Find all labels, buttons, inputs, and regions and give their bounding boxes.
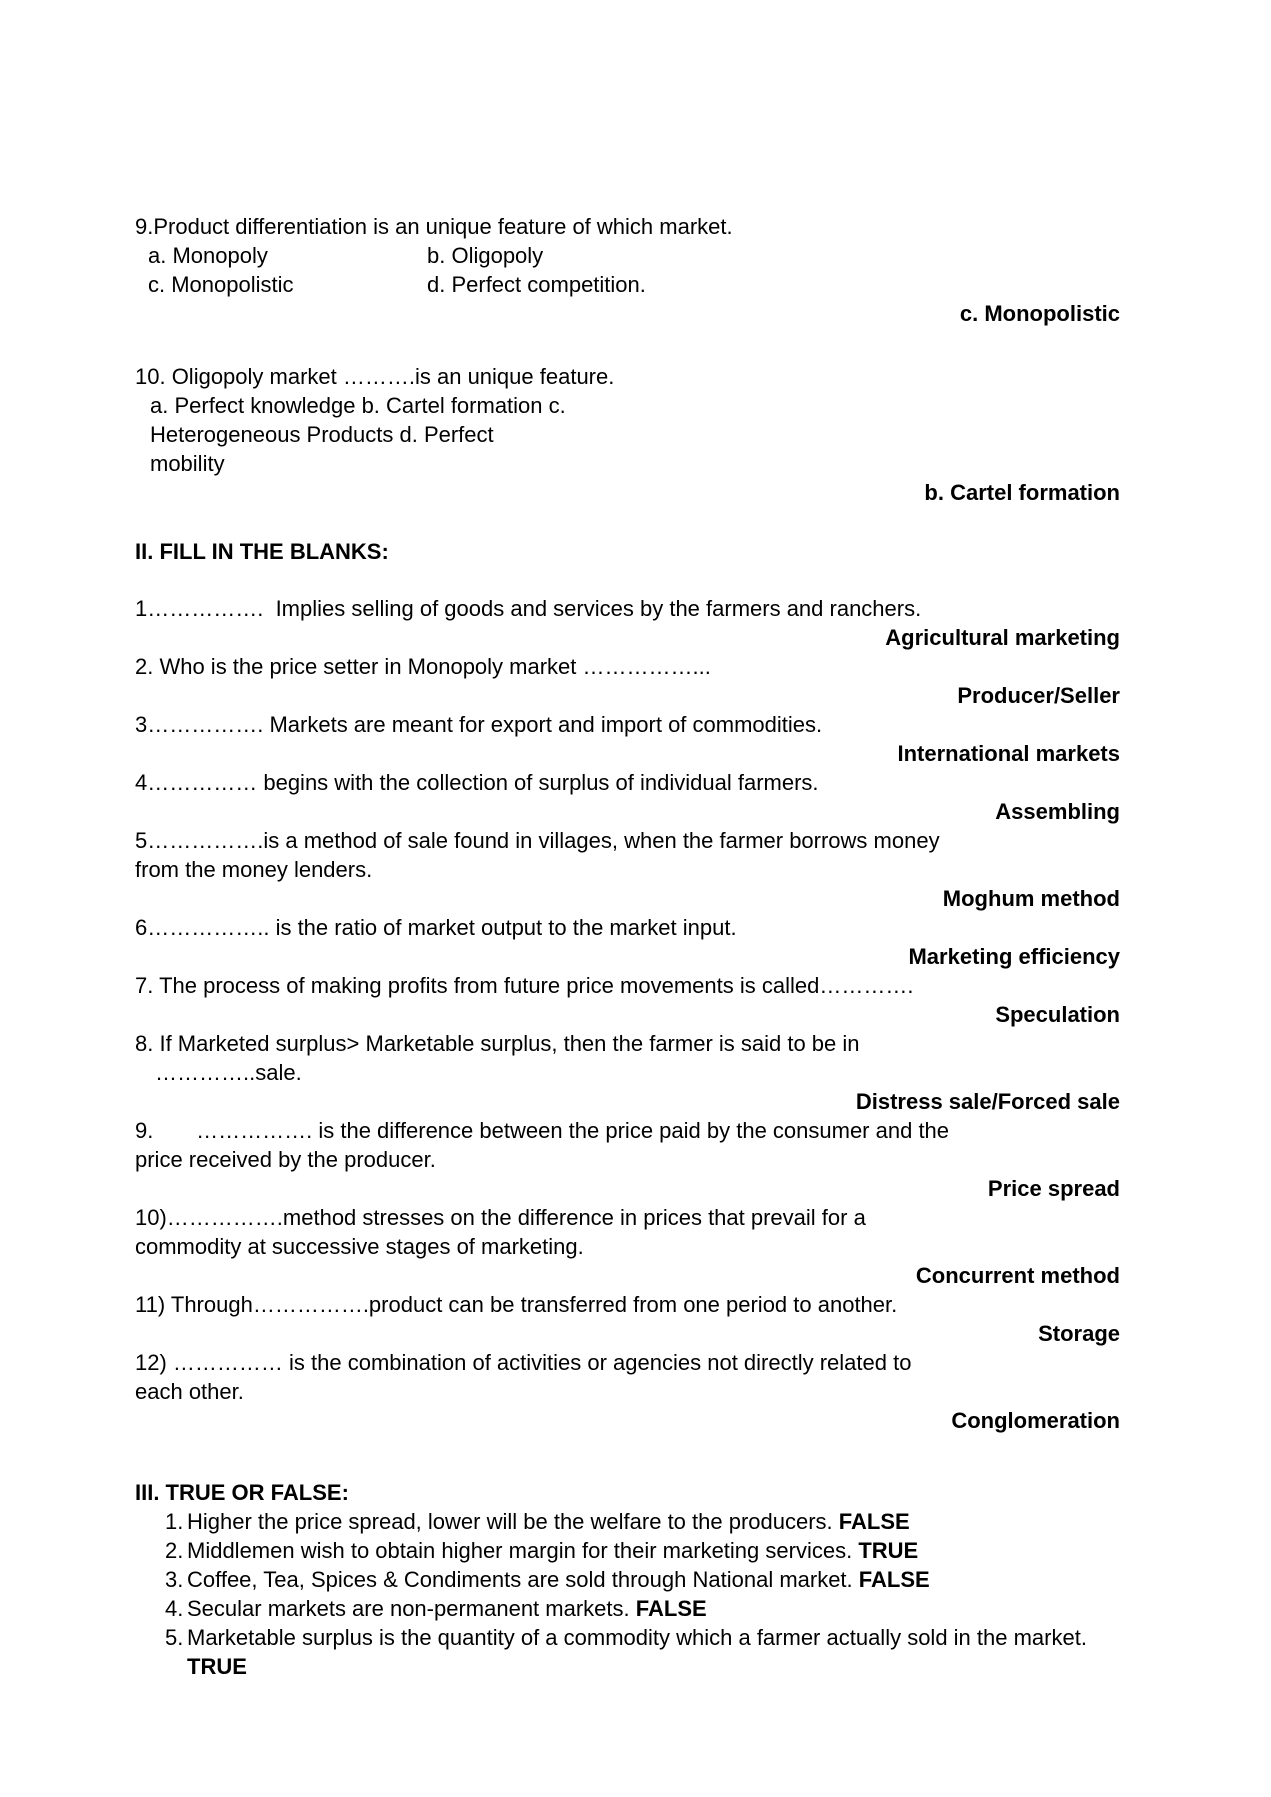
fill-item — [135, 710, 1120, 768]
fill-item — [135, 1203, 1120, 1290]
fill-answer: International markets — [897, 741, 1120, 766]
fill-question-line: 2. Who is the price setter in Monopoly market ……………... — [135, 654, 711, 679]
fill-answer: Storage — [1038, 1321, 1120, 1346]
tf-answer: TRUE — [858, 1538, 919, 1563]
tf-statement — [187, 1594, 1120, 1623]
tf-statement-text: Higher the price spread, lower will be the welfare to the producers. — [187, 1509, 833, 1534]
fill-item — [135, 1029, 1120, 1116]
tf-statement — [187, 1507, 1120, 1536]
tf-section-heading: III. TRUE OR FALSE: — [135, 1480, 349, 1505]
option-a: a. Monopoly — [148, 243, 268, 268]
tf-item — [135, 1623, 1120, 1681]
tf-item — [135, 1536, 1120, 1565]
fill-question-line: 12) …………… is the combination of activities or agencies not directly related to — [135, 1350, 912, 1375]
document-content — [135, 212, 1120, 1681]
fill-item — [135, 971, 1120, 1029]
fill-question-line: 1……………. Implies selling of goods and services by the farmers and ranchers. — [135, 596, 922, 621]
fill-item — [135, 594, 1120, 652]
tf-item — [135, 1594, 1120, 1623]
tf-statement-text: Middlemen wish to obtain higher margin for their marketing services. — [187, 1538, 853, 1563]
question-9-text: 9.Product differentiation is an unique feature of which market. — [135, 214, 733, 239]
fill-section-heading: II. FILL IN THE BLANKS: — [135, 539, 389, 564]
fill-answer: Price spread — [987, 1176, 1120, 1201]
question-9-answer: c. Monopolistic — [959, 301, 1120, 326]
tf-statement — [187, 1536, 1120, 1565]
tf-answer: FALSE — [838, 1509, 910, 1534]
fill-question-line: 8. If Marketed surplus> Marketable surplus, then the farmer is said to be in — [135, 1031, 860, 1056]
fill-item — [135, 913, 1120, 971]
tf-statement — [187, 1565, 1120, 1594]
fill-question-line: from the money lenders. — [135, 857, 373, 882]
question-9-options-row-1 — [135, 241, 1120, 270]
tf-number: 4. — [165, 1596, 184, 1621]
question-9 — [135, 212, 1120, 328]
fill-question-line: 3……………. Markets are meant for export and import of commodities. — [135, 712, 823, 737]
fill-item — [135, 1116, 1120, 1203]
fill-question-line: …………..sale. — [155, 1060, 302, 1085]
question-10-options-line-1: a. Perfect knowledge b. Cartel formation c. — [150, 393, 566, 418]
fill-answer: Assembling — [995, 799, 1120, 824]
tf-statement-text: Marketable surplus is the quantity of a commodity which a farmer actually sold in the market. — [187, 1625, 1087, 1650]
tf-number: 3. — [165, 1567, 184, 1592]
fill-question-line: commodity at successive stages of marketing. — [135, 1234, 584, 1259]
fill-question-line: 6…………….. is the ratio of market output to the market input. — [135, 915, 737, 940]
tf-answer: TRUE — [187, 1654, 247, 1679]
fill-question-line: 5…………….is a method of sale found in villages, when the farmer borrows money — [135, 828, 940, 853]
fill-answer: Concurrent method — [915, 1263, 1120, 1288]
question-10-answer: b. Cartel formation — [924, 480, 1120, 505]
tf-item — [135, 1565, 1120, 1594]
tf-answer: FALSE — [858, 1567, 930, 1592]
tf-statement — [187, 1623, 1120, 1681]
fill-question-line: 10)…………….method stresses on the difference in prices that prevail for a — [135, 1205, 866, 1230]
fill-item — [135, 652, 1120, 710]
fill-question-line: price received by the producer. — [135, 1147, 436, 1172]
fill-answer: Agricultural marketing — [885, 625, 1120, 650]
fill-question-line: 11) Through…………….product can be transferred from one period to another. — [135, 1292, 898, 1317]
fill-answer: Marketing efficiency — [908, 944, 1120, 969]
fill-answer: Producer/Seller — [957, 683, 1120, 708]
tf-number: 5. — [165, 1625, 184, 1650]
fill-item — [135, 768, 1120, 826]
question-10-options-line-3: mobility — [150, 451, 225, 476]
fill-item — [135, 1348, 1120, 1435]
option-d: d. Perfect competition. — [427, 272, 646, 297]
tf-number: 2. — [165, 1538, 184, 1563]
question-9-options-row-2 — [135, 270, 1120, 299]
fill-question-line: 7. The process of making profits from future price movements is called…………. — [135, 973, 914, 998]
fill-item — [135, 826, 1120, 913]
tf-statement-text: Coffee, Tea, Spices & Condiments are sold through National market. — [187, 1567, 853, 1592]
option-b: b. Oligopoly — [427, 243, 544, 268]
tf-item — [135, 1507, 1120, 1536]
fill-answer: Conglomeration — [951, 1408, 1120, 1433]
fill-answer: Distress sale/Forced sale — [855, 1089, 1120, 1114]
question-10-options-line-2: Heterogeneous Products d. Perfect — [150, 422, 494, 447]
tf-statement-text: Secular markets are non-permanent markets. — [187, 1596, 630, 1621]
option-c: c. Monopolistic — [148, 272, 294, 297]
question-10 — [135, 362, 1120, 507]
fill-answer: Moghum method — [942, 886, 1120, 911]
fill-answer: Speculation — [995, 1002, 1120, 1027]
tf-number: 1. — [165, 1509, 184, 1534]
fill-item — [135, 1290, 1120, 1348]
fill-question-line: 4…………… begins with the collection of surplus of individual farmers. — [135, 770, 819, 795]
fill-question-line: each other. — [135, 1379, 244, 1404]
tf-answer: FALSE — [635, 1596, 707, 1621]
question-10-text: 10. Oligopoly market ……….is an unique feature. — [135, 364, 615, 389]
fill-question-line: 9. ……………. is the difference between the price paid by the consumer and the — [135, 1118, 950, 1143]
